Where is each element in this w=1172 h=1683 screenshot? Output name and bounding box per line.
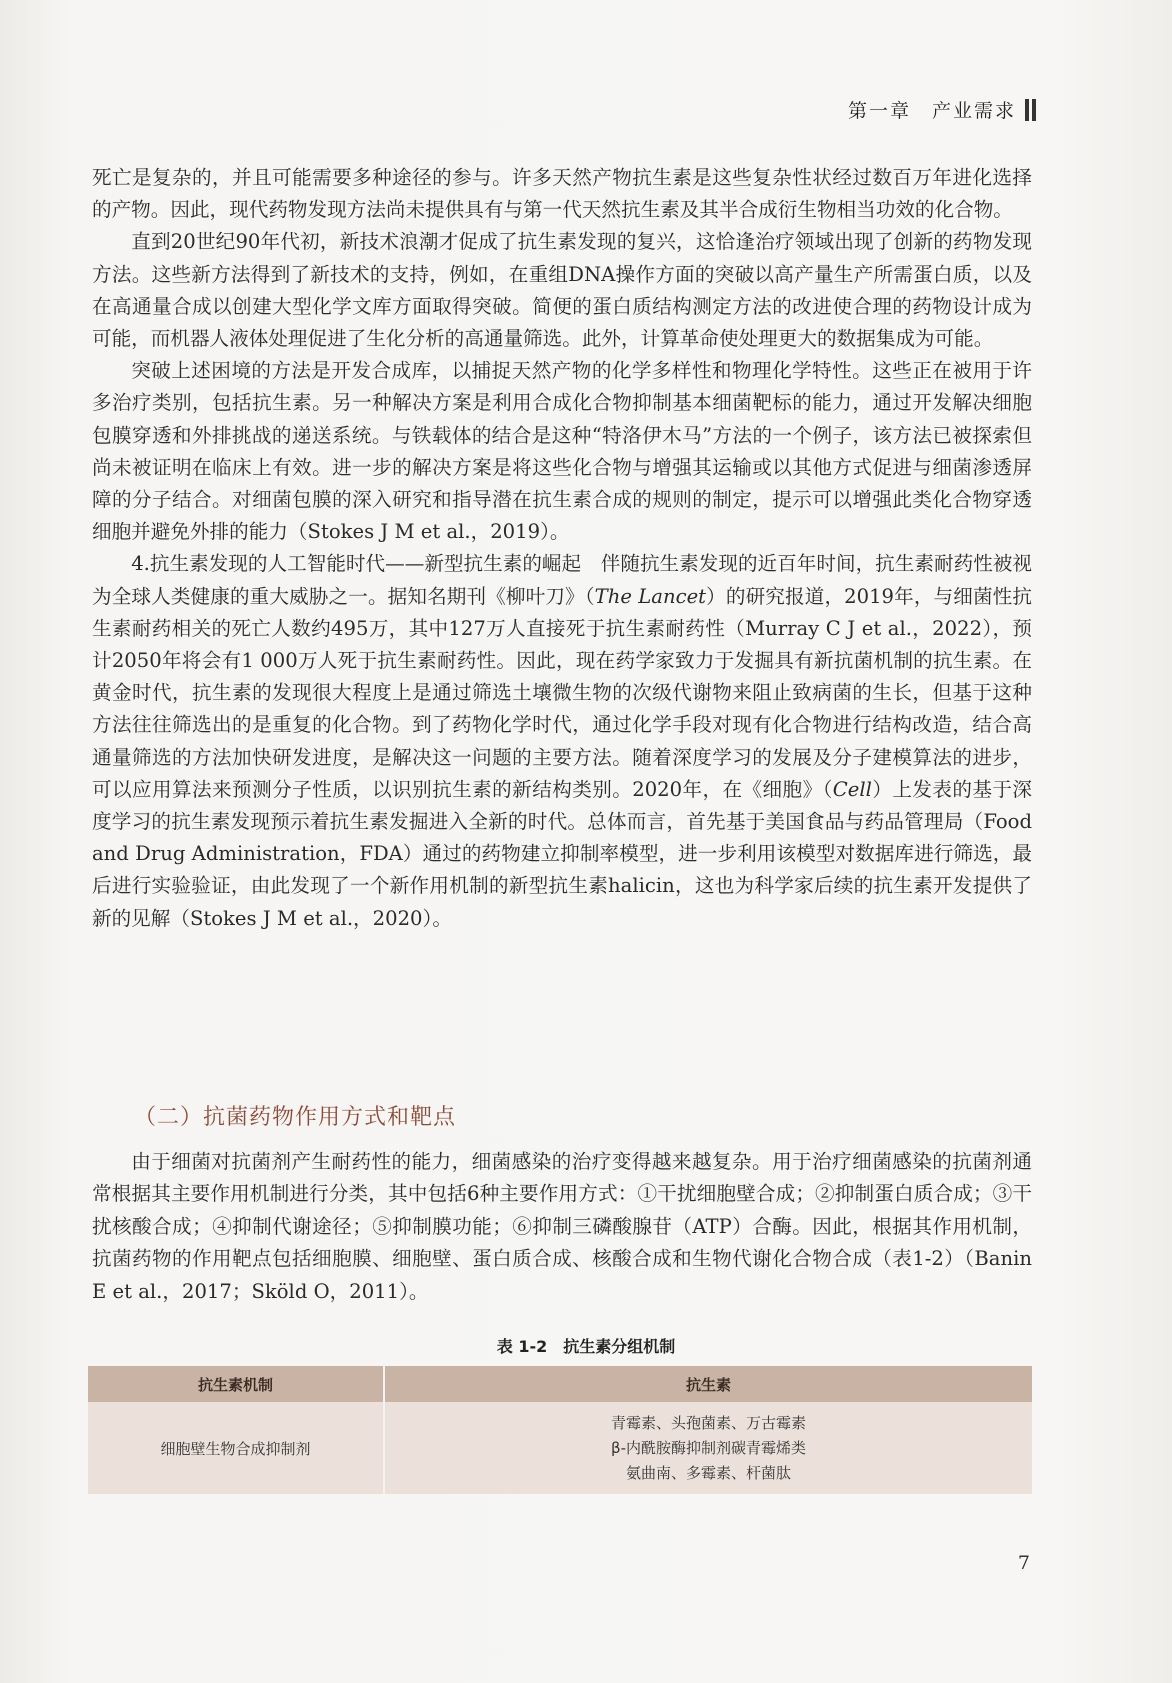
lancet-title: The Lancet — [594, 584, 707, 608]
table-caption: 表 1-2 抗生素分组机制 — [496, 1337, 676, 1356]
table-cell-antibiotics — [383, 1402, 1032, 1494]
paragraph-3: 突破上述困境的方法是开发合成库，以捕捉天然产物的化学多样性和物理化学特性。这些正在被用于许多治疗类别，包括抗生素。另一种解决方案是利用合成化合物抑制基本细菌靶标的能力，通过开发解决细胞包膜穿透和外排挑战的递送系统。与铁载体的结合是这种“特洛伊木马”方法的一个例子，该方法已被探索但尚未被证明在临床上有效。进一步的解决方案是将这些化合物与增强其运输或以其他方式促进与细菌渗透屏障的分子结合。对细菌包膜的深入研究和指导潜在抗生素合成的规则的制定，提示可以增强此类化合物穿透细胞并避免外排的能力（Stokes J M et al.，2019）。 — [92, 359, 1032, 544]
antibiotic-table — [88, 1366, 1032, 1494]
antibiotic-line: 青霉素、头孢菌素、万古霉素 — [610, 1413, 806, 1432]
running-header — [848, 96, 1036, 123]
table-header-antibiotics: 抗生素 — [383, 1366, 1032, 1402]
paragraph-4-mid: ）的研究报道，2019年，与细菌性抗生素耐药相关的死亡人数约495万，其中127万人直接死于抗生素耐药性（Murray C J et al.，2022），预计2050年将会有1 000万人死于抗生素耐药性。因此，现在药学家致力于发掘具有新抗菌机制的抗生素。在黄金时代，抗生素的发现很大程度上是通过筛选土壤微生物的次级代谢物来阻止致病菌的生长，但基于这种方法往往筛选出的是重复的化合物。到了药物化学时代，通过化学手段对现有化合物进行结构改造，结合高通量筛选的方法加快研发进度，是解决这一问题的主要方法。随着深度学习的发展及分子建模算法的进步，可以应用算法来预测分子性质，以识别抗生素的新结构类别。2020年，在《细胞》（ — [92, 584, 1032, 801]
paragraph-1: 死亡是复杂的，并且可能需要多种途径的参与。许多天然产物抗生素是这些复杂性状经过数百万年进化选择的产物。因此，现代药物发现方法尚未提供具有与第一代天然抗生素及其半合成衍生物相当功效的化合物。 — [92, 166, 1032, 222]
section-paragraph: 由于细菌对抗菌剂产生耐药性的能力，细菌感染的治疗变得越来越复杂。用于治疗细菌感染的抗菌剂通常根据其主要作用机制进行分类，其中包括6种主要作用方式：①干扰细胞壁合成；②抑制蛋白质合成；③干扰核酸合成；④抑制代谢途径；⑤抑制膜功能；⑥抑制三磷酸腺苷（ATP）合酶。因此，根据其作用机制，抗菌药物的作用靶点包括细胞膜、细胞壁、蛋白质合成、核酸合成和生物代谢化合物合成（表1-2）（Banin E et al.，2017；Sköld O，2011）。 — [92, 1150, 1032, 1303]
antibiotic-line: β-内酰胺酶抑制剂碳青霉烯类 — [611, 1438, 806, 1457]
table-row — [88, 1402, 1032, 1494]
paragraph-4 — [92, 548, 1032, 934]
body-text — [92, 162, 1032, 935]
paragraph-2: 直到20世纪90年代初，新技术浪潮才促成了抗生素发现的复兴，这恰逢治疗领域出现了创新的药物发现方法。这些新方法得到了新技术的支持，例如，在重组DNA操作方面的突破以高产量生产所需蛋白质，以及在高通量合成以创建大型化学文库方面取得突破。简便的蛋白质结构测定方法的改进使合理的药物设计成为可能，而机器人液体处理促进了生化分析的高通量筛选。此外，计算革命使处理更大的数据集成为可能。 — [92, 230, 1032, 351]
table-header-row — [88, 1366, 1032, 1402]
chapter-title: 第一章 产业需求 — [847, 100, 1016, 122]
table-header-mechanism: 抗生素机制 — [197, 1375, 273, 1394]
cell-title: Cell — [832, 777, 872, 801]
antibiotic-line: 氨曲南、多霉素、杆菌肽 — [625, 1463, 791, 1482]
paragraph-4-tail: ）上发表的基于深度学习的抗生素发现预示着抗生素发掘进入全新的时代。总体而言，首先基于美国食品与药品管理局（Food and Drug Administration，FDA）通过的药物建立抑制率模型，进一步利用该模型对数据库进行筛选，最后进行实验验证，由此发现了一个新作用机制的新型抗生素halicin，这也为科学家后续的抗生素开发提供了新的见解（Stokes J M et al.，2020）。 — [92, 777, 1032, 930]
page-number: 7 — [1017, 1552, 1030, 1574]
header-bars-icon — [1022, 99, 1036, 121]
table-cell-mechanism: 细胞壁生物合成抑制剂 — [160, 1439, 311, 1458]
paragraph-4-lead: 4.抗生素发现的人工智能时代——新型抗生素的崛起 伴随抗生素发现的近百年时间，抗生素耐药性被视为全球人类健康的重大威胁之一。据知名期刊《柳叶刀》（ — [92, 552, 1032, 608]
section-heading: （二）抗菌药物作用方式和靶点 — [134, 1105, 457, 1130]
section-body — [92, 1146, 1032, 1308]
